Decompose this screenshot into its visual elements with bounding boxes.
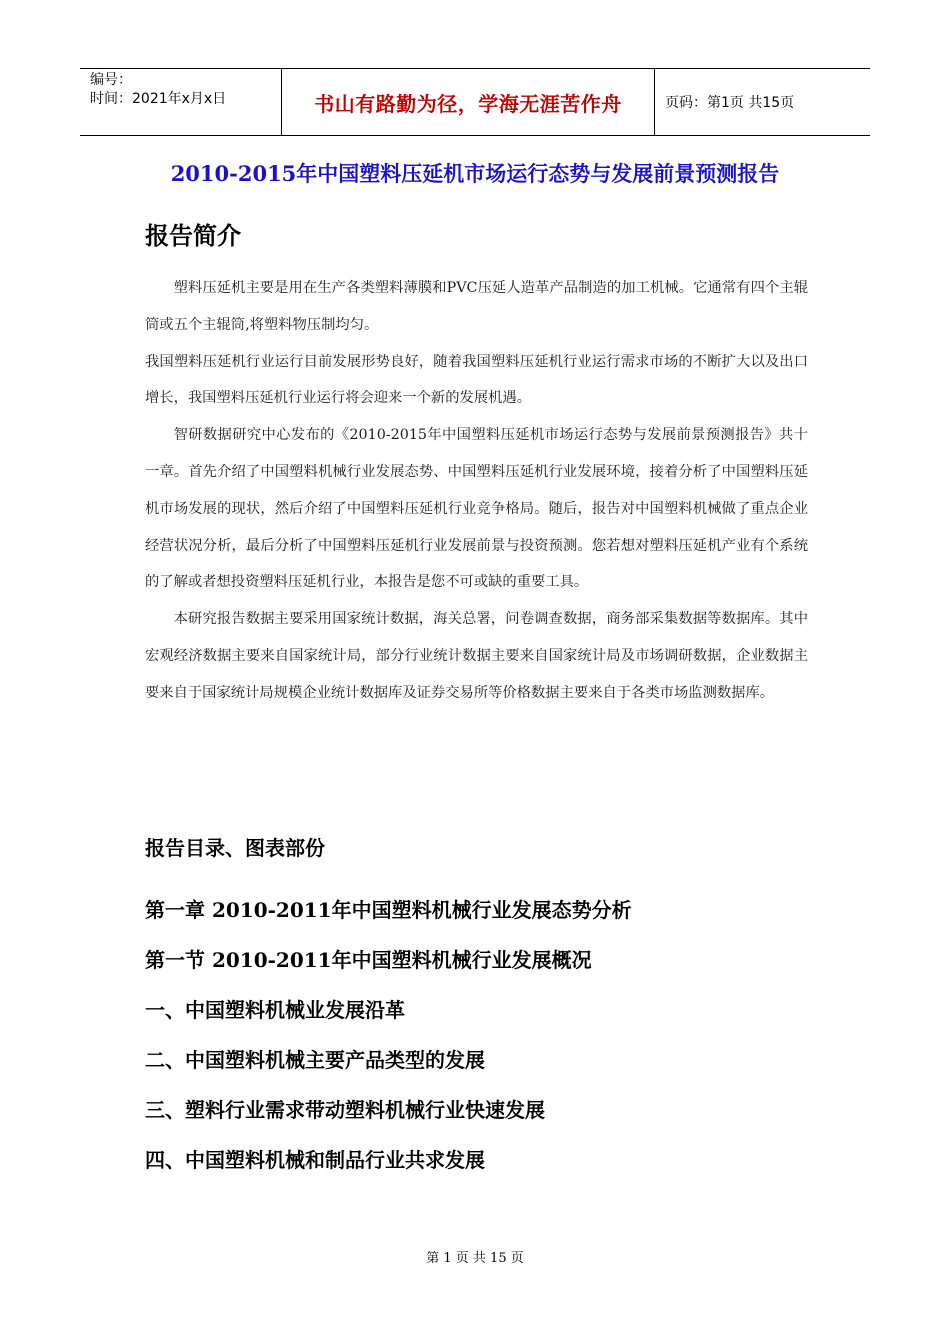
toc-heading: 报告目录、图表部份 [145,836,325,860]
toc-item: 二、中国塑料机械主要产品类型的发展 [145,1048,485,1072]
header-motto: 书山有路勤为径，学海无涯苦作舟 [282,69,655,135]
toc-list [145,893,632,1193]
intro-paragraph: 本研究报告数据主要采用国家统计数据，海关总署，问卷调查数据，商务部采集数据等数据库。其中宏观经济数据主要来自国家统计局，部分行业统计数据主要来自国家统计局及市场调研数据，企业数据主要来自于国家统计局规模企业统计数据库及证券交易所等价格数据主要来自于各类市场监测数据库。 [145,611,808,701]
intro-body [145,270,808,712]
toc-item: 第一章 2010-2011年中国塑料机械行业发展态势分析 [145,898,632,922]
header-page-info: 页码：第1页 共15页 [665,95,795,111]
intro-paragraph: 我国塑料压延机行业运行目前发展形势良好，随着我国塑料压延机行业运行需求市场的不断扩大以及出口增长，我国塑料压延机行业运行将会迎来一个新的发展机遇。 [145,353,808,407]
report-title: 2010-2015年中国塑料压延机市场运行态势与发展前景预测报告 [170,161,780,186]
document-date-label: 时间：2021年x月x日 [90,91,227,107]
document-number-label: 编号： [90,72,132,88]
toc-item: 一、中国塑料机械业发展沿革 [145,998,405,1022]
header-meta-cell [80,69,282,135]
intro-heading: 报告简介 [145,221,241,250]
header-table [80,68,870,136]
toc-item: 第一节 2010-2011年中国塑料机械行业发展概况 [145,948,592,972]
toc-item: 四、中国塑料机械和制品行业共求发展 [145,1148,485,1172]
intro-paragraph: 智研数据研究中心发布的《2010-2015年中国塑料压延机市场运行态势与发展前景预测报告》共十一章。首先介绍了中国塑料机械行业发展态势、中国塑料压延机行业发展环境，接着分析了中国塑料压延机市场发展的现状，然后介绍了中国塑料压延机行业竞争格局。随后，报告对中国塑料机械做了重点企业经营状况分析，最后分析了中国塑料压延机行业发展前景与投资预测。您若想对塑料压延机产业有个系统的了解或者想投资塑料压延机行业，本报告是您不可或缺的重要工具。 [145,427,808,591]
page-footer: 第 1 页 共 15 页 [426,1251,524,1266]
intro-paragraph: 塑料压延机主要是用在生产各类塑料薄膜和PVC压延人造革产品制造的加工机械。它通常有四个主辊筒或五个主辊筒,将塑料物压制均匀。 [145,280,808,333]
toc-item: 三、塑料行业需求带动塑料机械行业快速发展 [145,1098,545,1122]
